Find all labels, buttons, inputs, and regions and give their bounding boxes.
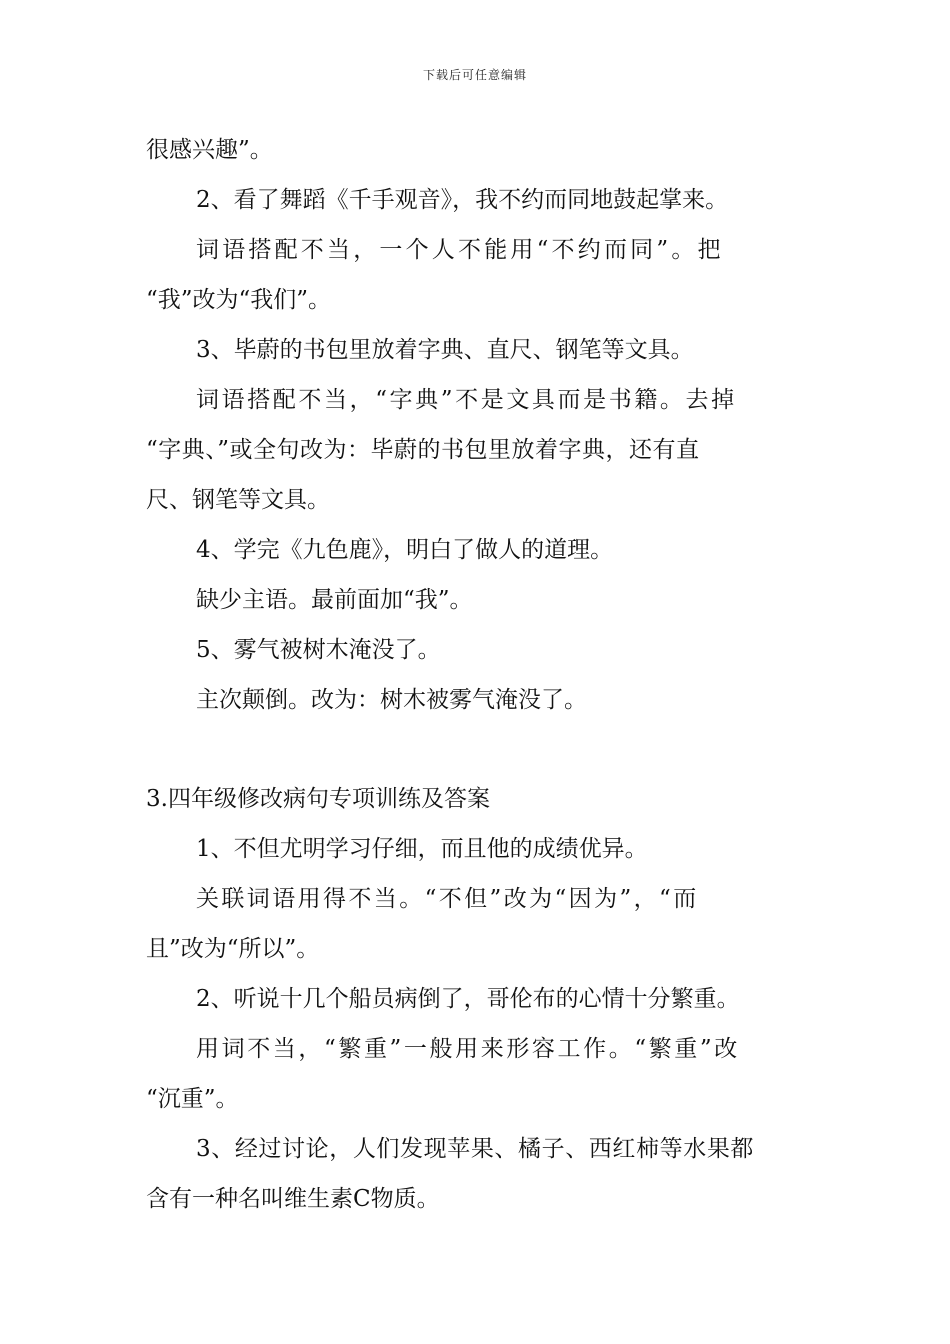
answer-line: 尺、钢笔等文具。 [146,487,330,513]
question-line: 1、不但尤明学习仔细，而且他的成绩优异。 [196,836,648,862]
answer-line: 缺少主语。最前面加“我”。 [196,587,473,613]
question-line: 5、雾气被树木淹没了。 [196,637,441,663]
answer-line: “字典、”或全句改为：毕蔚的书包里放着字典，还有直 [146,437,700,463]
question-line: 3、毕蔚的书包里放着字典、直尺、钢笔等文具。 [196,337,694,363]
answer-line: 词语搭配不当，一个人不能用“不约而同”。把 [196,237,724,263]
question-line: 2、听说十几个船员病倒了，哥伦布的心情十分繁重。 [196,986,740,1012]
answer-line: 词语搭配不当，“字典”不是文具而是书籍。去掉 [196,387,737,413]
answer-line: “沉重”。 [146,1086,239,1112]
answer-line: 主次颠倒。改为：树木被雾气淹没了。 [196,687,587,713]
question-line: 4、学完《九色鹿》，明白了做人的道理。 [196,537,614,563]
answer-line: 用词不当，“繁重”一般用来形容工作。“繁重”改 [196,1036,740,1062]
answer-line: “我”改为“我们”。 [146,287,332,313]
question-line: 2、看了舞蹈《千手观音》，我不约而同地鼓起掌来。 [196,187,729,213]
page-header-note: 下载后可任意编辑 [422,68,527,82]
answer-line: 关联词语用得不当。“不但”改为“因为”，“而 [196,886,699,912]
section-heading: 3.四年级修改病句专项训练及答案 [146,786,490,812]
question-line: 含有一种名叫维生素C物质。 [146,1186,440,1212]
answer-line: 且”改为“所以”。 [146,936,320,962]
question-line: 3、经过讨论，人们发现苹果、橘子、西红柿等水果都 [196,1136,755,1162]
text-line: 很感兴趣”。 [146,137,273,163]
